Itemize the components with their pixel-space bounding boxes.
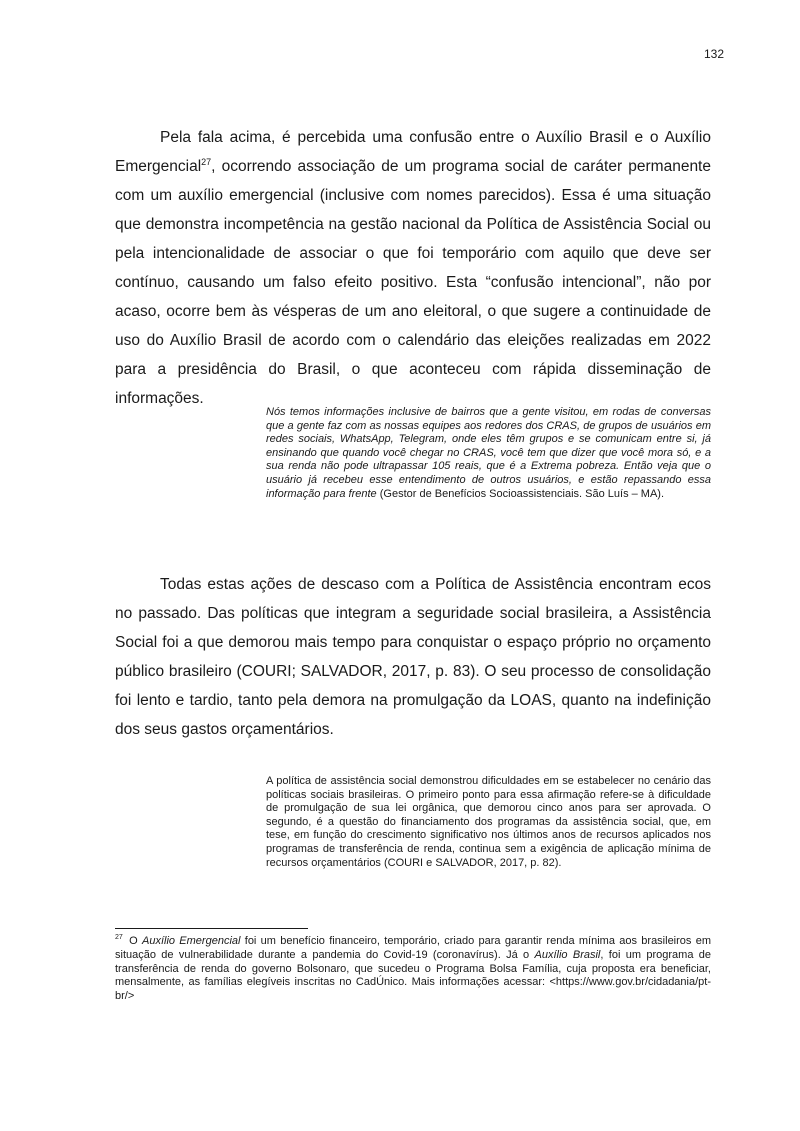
paragraph-text: Pela fala acima, é percebida uma confusão entre o Auxílio Brasil e o Auxílio Emergencial	[115, 129, 711, 175]
footnote-number: 27	[115, 934, 123, 942]
page-number: 132	[703, 47, 724, 61]
footnote-separator	[115, 928, 308, 929]
body-paragraph	[115, 123, 711, 413]
footnote-text: foi um benefício financeiro, temporário, criado para garantir renda mínima aos brasileiros em situação de vulnerabilidade durante a pandemia do Covid-19 (coronavírus). Já o	[115, 935, 711, 961]
block-quote: A política de assistência social demonstrou dificuldades em se estabelecer no cenário das políticas sociais brasileiras. O primeiro ponto para essa afirmação refere-se à dificuldade de promulgação de sua lei orgânica, que demorou cinco anos para ser aprovada. O segundo, é a questão do financiamento dos programas da assistência social, que, em tese, em função do crescimento significativo nos últimos anos de recursos aplicados nos programas de transferência de renda, continua sem a exigência de aplicação mínima de recursos orçamentários (COURI e SALVADOR, 2017, p. 82).	[266, 775, 711, 869]
footnote-reference[interactable]: 27	[201, 156, 212, 167]
footnote	[115, 935, 711, 1004]
block-quote	[266, 406, 711, 501]
quote-attribution: (Gestor de Benefícios Socioassistenciais. São Luís – MA).	[376, 487, 665, 500]
footnote-emphasis: Auxílio Emergencial	[141, 935, 241, 947]
body-paragraph: Todas estas ações de descaso com a Política de Assistência encontram ecos no passado. Das políticas que integram a seguridade social brasileira, a Assistência Social foi a que demorou mais tempo para conquistar o espaço próprio no orçamento público brasileiro (COURI; SALVADOR, 2017, p. 83). O seu processo de consolidação foi lento e tardio, tanto pela demora na promulgação da LOAS, quanto na indefinição dos seus gastos orçamentários.	[115, 576, 711, 738]
paragraph-text: , ocorrendo associação de um programa social de caráter permanente com um auxílio emergencial (inclusive com nomes parecidos). Essa é uma situação que demonstra incompetência na gestão nacional da Política de Assistência Social ou pela intencionalidade de associar o que foi temporário com aquilo que deve ser contínuo, causando um falso efeito positivo. Esta “confusão intencional”, não por acaso, ocorre bem às vésperas de um ano eleitoral, o que sugere a continuidade de uso do Auxílio Brasil de acordo com o calendário das eleições realizadas em 2022 para a presidência do Brasil, o que aconteceu com rápida disseminação de informações.	[115, 158, 711, 407]
interview-quote-text: Nós temos informações inclusive de bairros que a gente visitou, em rodas de conversas que a gente faz com as nossas equipes aos redores dos CRAS, de grupos de usuários em redes sociais, WhatsApp, Telegram, onde eles têm grupos e se comunicam entre si, já ensinando que quando você chegar no CRAS, você tem que dizer que você mora só, e a sua renda não pode ultrapassar 105 reais, que é a Extrema pobreza. Então veja que o usuário já recebeu esse entendimento de outros usuários, e estão repassando essa informação para frente	[266, 406, 711, 500]
footnote-text: O	[124, 935, 142, 947]
footnote-emphasis: Auxílio Brasil	[534, 948, 601, 961]
footnote-text: , foi um programa de transferência de renda do governo Bolsonaro, que sucedeu o Programa Bolsa Família, cuja proposta era beneficiar, mensalmente, as famílias elegíveis inscritas no CadÚnico. Mais informações acessar: <https://www.gov.br/cidadania/pt-br/>	[115, 948, 712, 1003]
